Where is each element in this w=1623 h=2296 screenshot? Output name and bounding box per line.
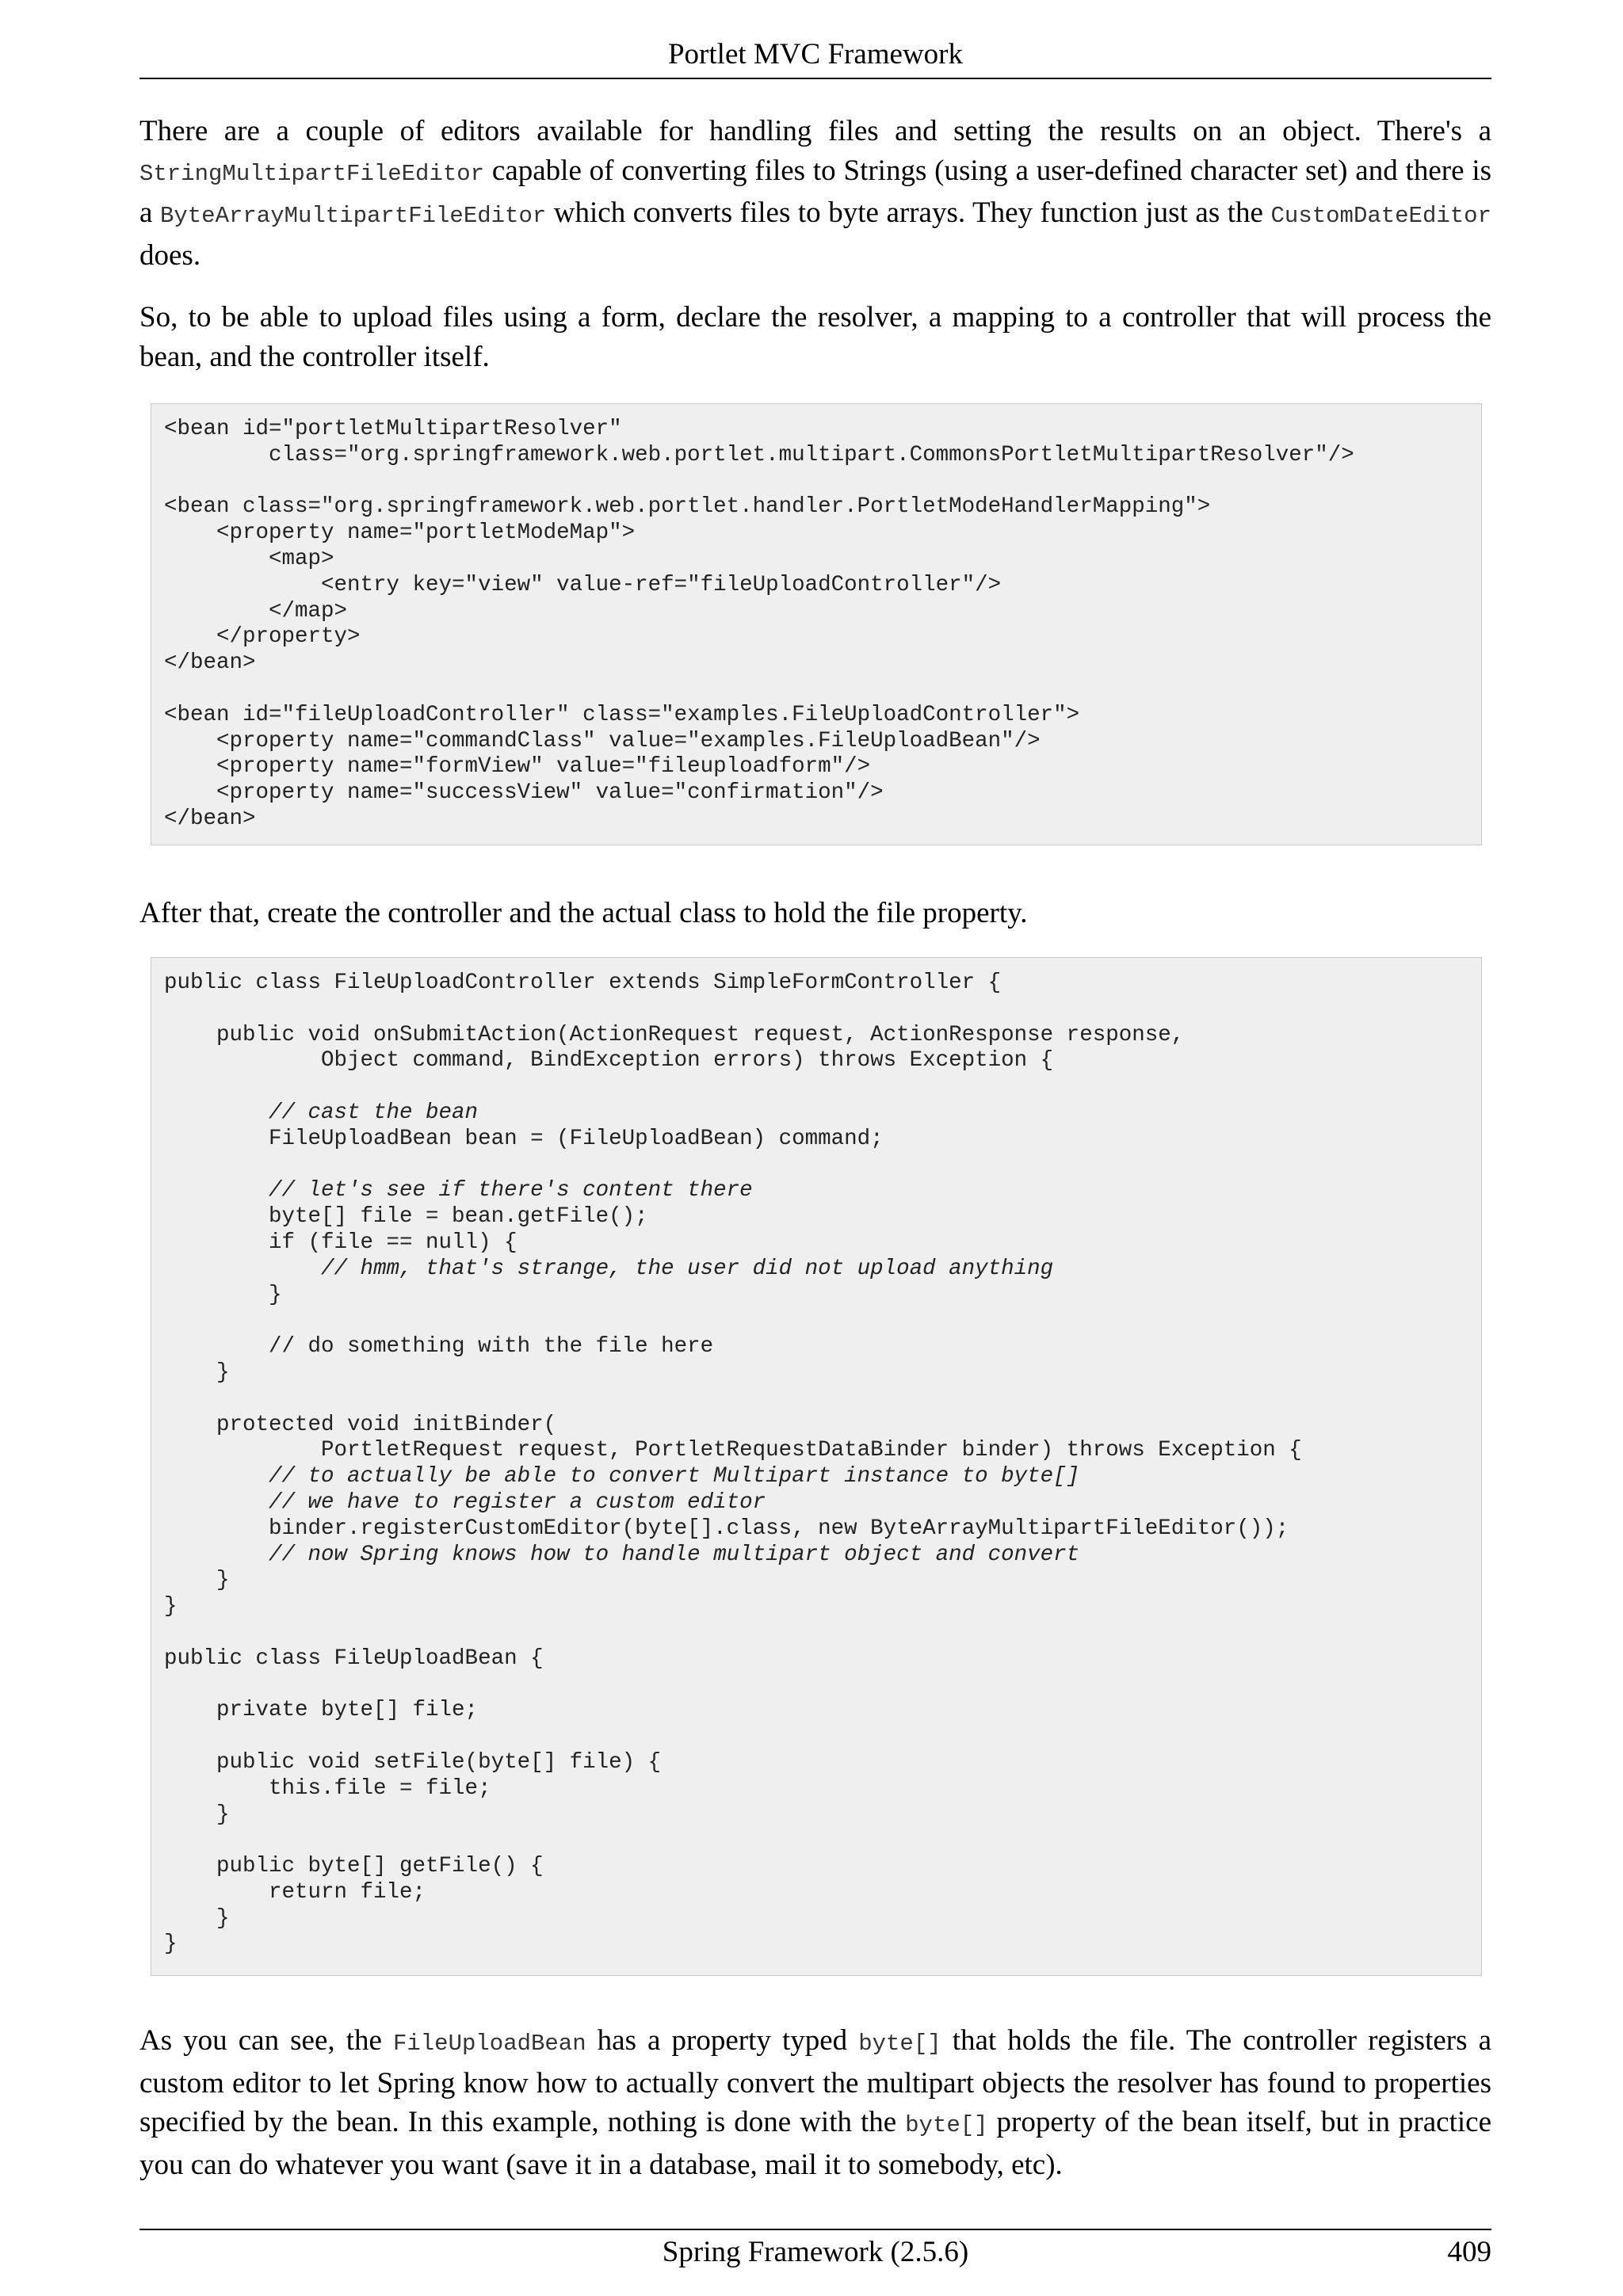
paragraph-text: There are a couple of editors available for handling files and setting the results on an object. There's a — [139, 115, 1491, 147]
code-line: // we have to register a custom editor — [164, 1489, 766, 1515]
code-line: public void onSubmitAction(ActionRequest request, ActionResponse response, — [164, 1022, 1185, 1047]
paragraph-text: has a property typed — [586, 2024, 859, 2057]
inline-code: ByteArrayMultipartFileEditor — [159, 203, 547, 229]
paragraph-create-controller: After that, create the controller and the actual class to hold the file property. — [139, 897, 1028, 929]
code-line: // let's see if there's content there — [164, 1178, 753, 1203]
code-line: protected void initBinder( — [164, 1412, 557, 1437]
code-line: // hmm, that's strange, the user did not upload anything — [164, 1256, 1054, 1281]
code-line: </bean> — [164, 650, 256, 676]
code-block-xml-config — [151, 403, 1482, 845]
paragraph-text: does. — [139, 238, 201, 272]
code-line: <bean id="portletMultipartResolver" — [164, 417, 622, 441]
paragraph-text: As you can see, the — [139, 2024, 393, 2057]
inline-code: byte[] — [905, 2112, 988, 2138]
code-line: // to actually be able to convert Multipart instance to byte[] — [164, 1464, 1080, 1489]
code-line: <bean class="org.springframework.web.portlet.handler.PortletModeHandlerMapping"> — [164, 494, 1211, 520]
code-line: class="org.springframework.web.portlet.multipart.CommonsPortletMultipartResolver"/> — [164, 442, 1354, 467]
code-line: private byte[] file; — [164, 1698, 479, 1723]
code-line: </map> — [164, 598, 348, 624]
code-line: PortletRequest request, PortletRequestDataBinder binder) throws Exception { — [164, 1438, 1302, 1463]
code-line: // do something with the file here — [164, 1334, 714, 1360]
code-line: <bean id="fileUploadController" class="examples.FileUploadController"> — [164, 702, 1080, 727]
code-line: FileUploadBean bean = (FileUploadBean) command; — [164, 1126, 884, 1151]
page-number: 409 — [1447, 2236, 1491, 2268]
running-footer — [139, 2229, 1491, 2276]
paragraph-text: which converts files to byte arrays. They function just as the — [546, 196, 1271, 229]
code-line: Object command, BindException errors) throws Exception { — [164, 1048, 1054, 1074]
code-line: <property name="commandClass" value="examples.FileUploadBean"/> — [164, 728, 1041, 753]
paragraph-explanation — [139, 2021, 1491, 2184]
inline-code: byte[] — [858, 2031, 941, 2057]
paragraph-text: that holds the file. The controller registers a custom editor to let Spring know how to actually convert the multipart objects the resolver has found to properties specified by the bean. In this example, nothing is done with the — [139, 2024, 1491, 2138]
code-line: } — [164, 1594, 178, 1619]
code-line: <entry key="view" value-ref="fileUploadController"/> — [164, 572, 1002, 597]
code-line: } — [164, 1905, 230, 1931]
code-line: } — [164, 1568, 230, 1593]
code-line: <property name="formView" value="fileuploadform"/> — [164, 754, 871, 780]
code-line: } — [164, 1360, 230, 1385]
code-line: </property> — [164, 624, 361, 650]
code-line: binder.registerCustomEditor(byte[].class, new ByteArrayMultipartFileEditor()); — [164, 1516, 1289, 1541]
code-line: // cast the bean — [164, 1100, 479, 1125]
paragraph-upload-intro: So, to be able to upload files using a form, declare the resolver, a mapping to a controller that will process the bean, and the controller itself. — [139, 301, 1491, 373]
code-line: </bean> — [164, 806, 256, 831]
inline-code: FileUploadBean — [392, 2031, 586, 2057]
paragraph-editors — [139, 112, 1491, 275]
code-line: } — [164, 1802, 230, 1827]
code-line: return file; — [164, 1879, 426, 1905]
code-line: public byte[] getFile() { — [164, 1854, 544, 1879]
code-line: <property name="successView" value="confirmation"/> — [164, 780, 884, 806]
inline-code: StringMultipartFileEditor — [139, 160, 485, 187]
footer-title: Spring Framework (2.5.6) — [662, 2236, 969, 2268]
code-line: } — [164, 1282, 282, 1307]
code-block-java-classes — [151, 957, 1482, 1976]
code-line: byte[] file = bean.getFile(); — [164, 1204, 648, 1230]
code-line: // now Spring knows how to handle multipart object and convert — [164, 1542, 1080, 1567]
code-line: <property name="portletModeMap"> — [164, 521, 636, 546]
code-line: if (file == null) { — [164, 1230, 517, 1255]
code-line: public void setFile(byte[] file) { — [164, 1749, 662, 1775]
code-line: } — [164, 1932, 178, 1957]
code-line: this.file = file; — [164, 1775, 491, 1801]
paragraph-text: property of the bean itself, but in practice you can do whatever you want (save it in a database, mail it to somebody, etc). — [139, 2106, 1491, 2181]
code-line: <map> — [164, 546, 334, 571]
code-line: public class FileUploadBean { — [164, 1646, 544, 1671]
inline-code: CustomDateEditor — [1270, 203, 1491, 229]
running-header: Portlet MVC Framework — [139, 32, 1491, 79]
paragraph-text: capable of converting files to Strings (using a user-defined character set) and there is a — [139, 154, 1491, 229]
code-line: public class FileUploadController extends SimpleFormController { — [164, 971, 1002, 995]
